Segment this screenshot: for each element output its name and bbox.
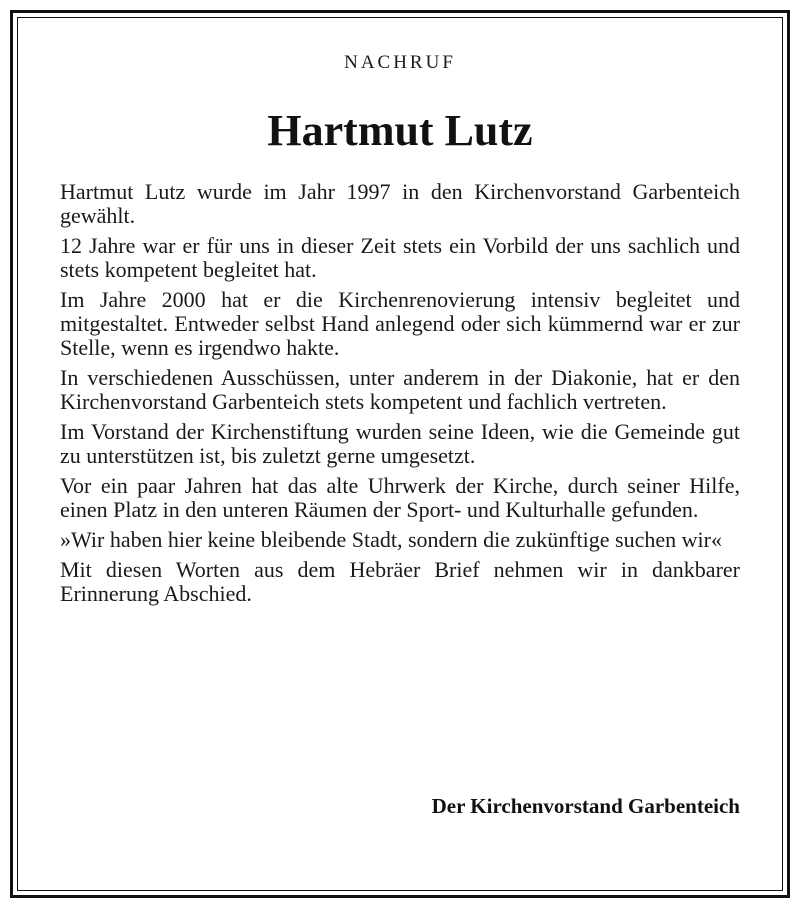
deceased-name: Hartmut Lutz: [267, 106, 533, 155]
notice-label: NACHRUF: [344, 52, 456, 73]
quote-paragraph: »Wir haben hier keine bleibende Stadt, sondern die zukünftige suchen wir«: [60, 527, 722, 552]
paragraph: Mit diesen Worten aus dem Hebräer Brief nehmen wir in dankbarer Erinnerung Abschied.: [60, 557, 740, 606]
signature: Der Kirchenvorstand Garbenteich: [431, 794, 740, 818]
paragraph: In verschiedenen Ausschüssen, unter anderem in der Diakonie, hat er den Kirchenvorstand Garbenteich stets kompetent und fachlich vertreten.: [60, 365, 740, 414]
paragraph: Vor ein paar Jahren hat das alte Uhrwerk der Kirche, durch seiner Hilfe, einen Platz in den unteren Räumen der Sport- und Kulturhalle gefunden.: [60, 473, 740, 522]
paragraph: Im Jahre 2000 hat er die Kirchenrenovierung intensiv begleitet und mitgestaltet. Entweder selbst Hand anlegend oder sich kümmernd war er zur Stelle, wenn es irgendwo hakte.: [60, 287, 740, 360]
paragraph: Hartmut Lutz wurde im Jahr 1997 in den Kirchenvorstand Garbenteich gewählt.: [60, 179, 740, 228]
paragraph: Im Vorstand der Kirchenstiftung wurden seine Ideen, wie die Gemeinde gut zu unterstützen ist, bis zuletzt gerne umgesetzt.: [60, 419, 740, 468]
paragraph: 12 Jahre war er für uns in dieser Zeit stets ein Vorbild der uns sachlich und stets kompetent begleitet hat.: [60, 233, 740, 282]
notice-body: [60, 180, 740, 612]
